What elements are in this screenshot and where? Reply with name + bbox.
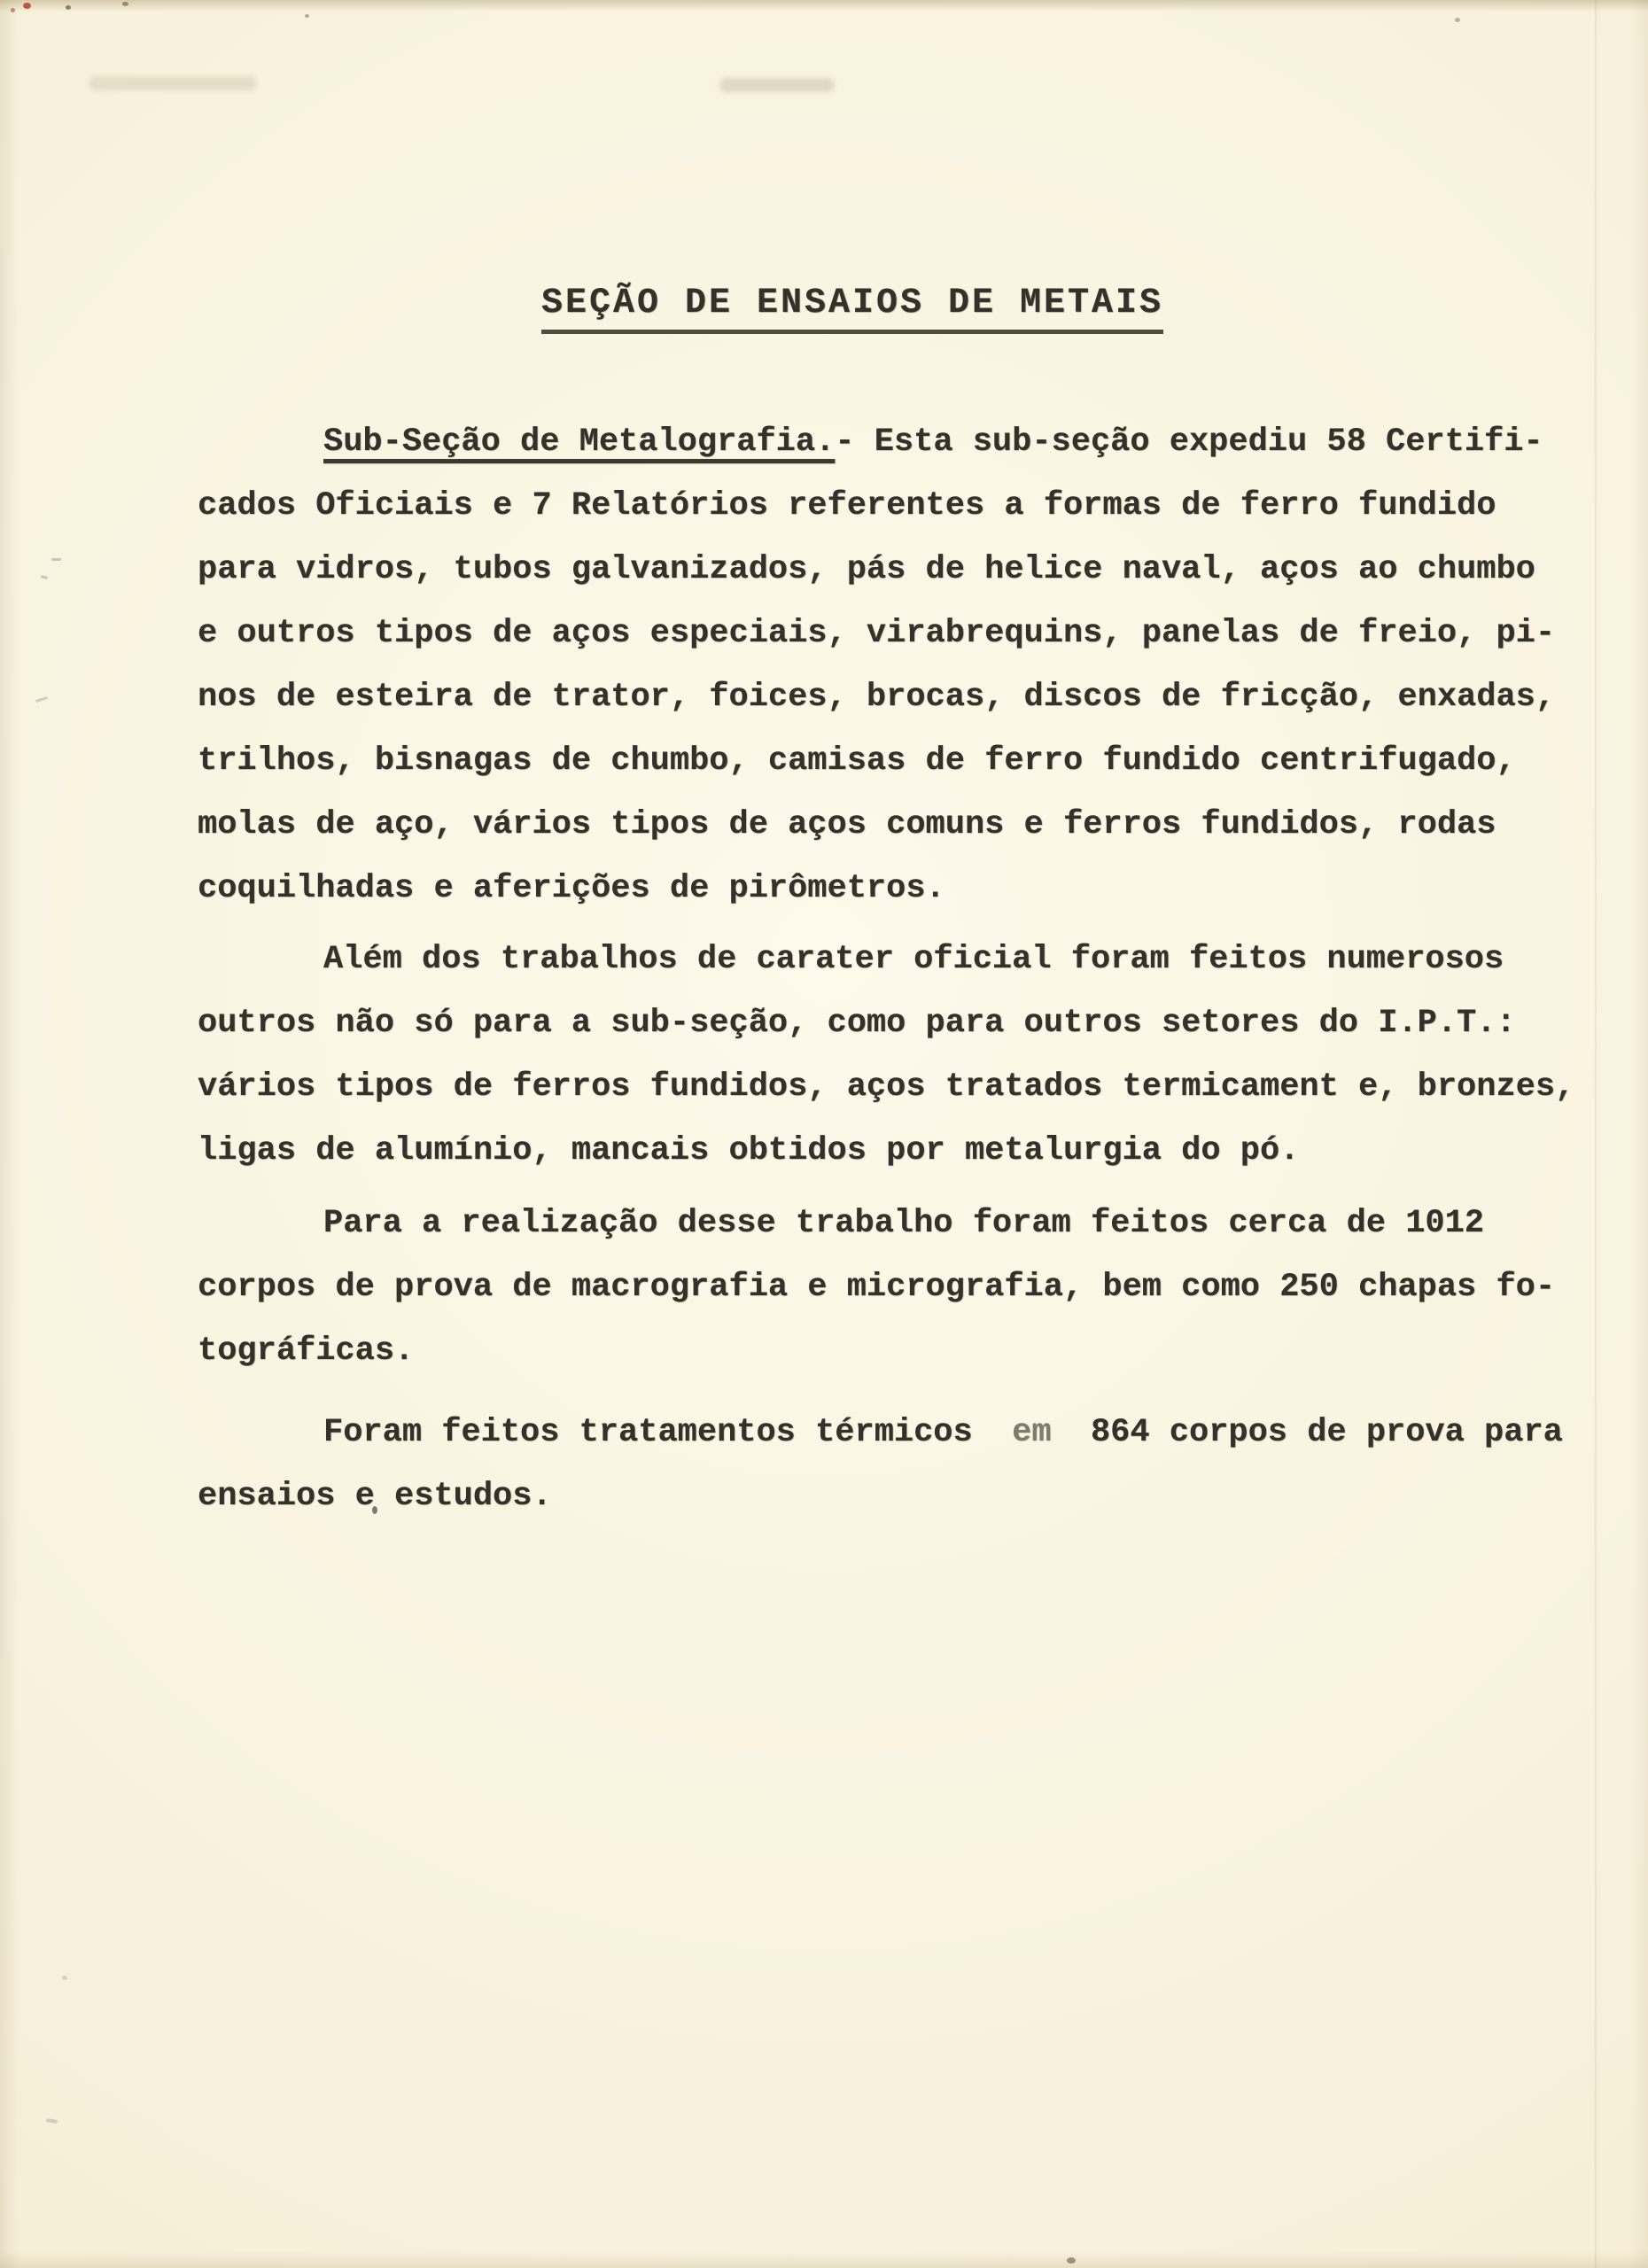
text-line: coquilhadas e aferições de pirômetros. (198, 870, 945, 907)
text-line: ensaios e estudos. (198, 1478, 552, 1515)
text-line: vários tipos de ferros fundidos, aços tratados termicament e, bronzes, (198, 1068, 1575, 1106)
dust-speck (1455, 18, 1460, 22)
dust-speck (66, 5, 71, 10)
gray-smudge (719, 78, 835, 92)
text-line: trilhos, bisnagas de chumbo, camisas de ferro fundido centrifugado, (198, 742, 1516, 780)
paragraph-tratamentos-termicos (198, 1401, 1562, 1528)
pencil-mark (62, 1976, 67, 1980)
text-line: nos de esteira de trator, foices, brocas, discos de fricção, enxadas, (198, 679, 1556, 716)
document-body (198, 410, 1575, 1528)
paper-crease (1594, 0, 1597, 2268)
gray-smudge (89, 76, 257, 90)
pencil-mark (35, 696, 48, 703)
pencil-mark (46, 2118, 58, 2124)
dust-speck (122, 2, 128, 6)
text-line: para vidros, tubos galvanizados, pás de helice naval, aços ao chumbo (198, 551, 1535, 588)
dust-speck (1067, 2257, 1076, 2264)
text-run: - Esta sub-seção expediu 58 Certifi- (835, 423, 1543, 461)
subsection-heading: Sub-Seção de Metalografia. (323, 423, 836, 461)
pencil-mark (41, 575, 48, 579)
page-title-text: SEÇÃO DE ENSAIOS DE METAIS (541, 284, 1163, 334)
text-line: e outros tipos de aços especiais, virabrequins, panelas de freio, pi- (198, 615, 1556, 652)
text-line (198, 410, 1562, 474)
text-run-faint: em (1012, 1414, 1052, 1451)
paragraph-metalografia (198, 410, 1562, 920)
text-line: outros não só para a sub-seção, como para outros setores do I.P.T.: (198, 1005, 1516, 1042)
paragraph-trabalhos-oficiais (198, 928, 1575, 1183)
text-line: Além dos trabalhos de carater oficial foram feitos numerosos (323, 941, 1504, 978)
text-line: cados Oficiais e 7 Relatórios referentes a formas de ferro fundido (198, 487, 1496, 524)
dust-speck (305, 14, 309, 18)
text-line (198, 1401, 1562, 1464)
paragraph-corpos-de-prova (198, 1192, 1562, 1383)
text-line: ligas de alumínio, mancais obtidos por metalurgia do pó. (198, 1132, 1300, 1169)
text-run: Foram feitos tratamentos térmicos (323, 1414, 1013, 1451)
pencil-mark (51, 558, 61, 561)
red-speck (11, 8, 15, 12)
text-line: molas de aço, vários tipos de aços comuns e ferros fundidos, rodas (198, 806, 1496, 843)
page-title (0, 284, 1648, 334)
text-line: Para a realização desse trabalho foram feitos cerca de 1012 (323, 1205, 1485, 1242)
text-run: 864 corpos de prova para (1051, 1414, 1563, 1451)
red-speck (23, 3, 31, 9)
text-line: corpos de prova de macrografia e micrografia, bem como 250 chapas fo- (198, 1269, 1556, 1306)
text-line: tográficas. (198, 1332, 415, 1370)
